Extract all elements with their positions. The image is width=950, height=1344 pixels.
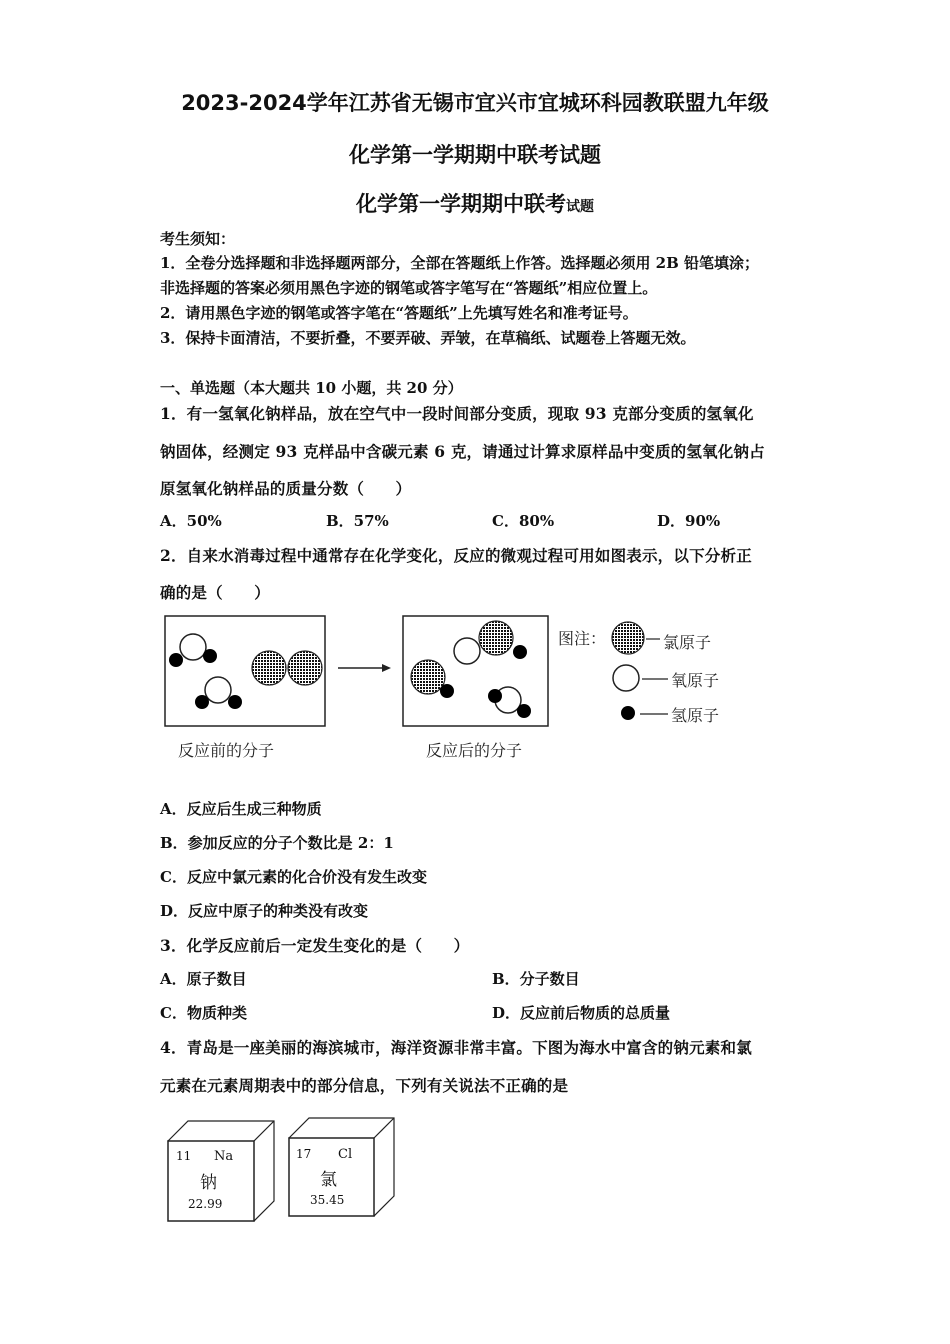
cl-name: 氯 [320,1170,337,1190]
q2-line: 确的是（ ） [160,583,270,602]
legend-chlorine-atom [612,622,644,654]
q4-line: 4．青岛是一座美丽的海滨城市，海洋资源非常丰富。下图为海水中富含的钠元素和氯 [160,1038,752,1057]
na-mass: 22.99 [188,1197,223,1211]
legend-oxygen-label: 氧原子 [671,671,720,690]
notice-item: 3．保持卡面清洁，不要折叠，不要弄破、弄皱，在草稿纸、试题卷上答题无效。 [160,329,696,347]
notice-item: 非选择题的答案必须用黑色字迹的钢笔或答字笔写在“答题纸”相应位置上。 [160,279,658,297]
na-name: 钠 [200,1173,217,1193]
q3-option-c: C．物质种类 [160,1004,247,1022]
before-water-molecule-2 [195,677,242,709]
q4-line: 元素在元素周期表中的部分信息，下列有关说法不正确的是 [160,1076,569,1095]
before-water-molecule-1 [169,634,217,667]
notice-item: 2．请用黑色字迹的钢笔或答字笔在“答题纸”上先填写姓名和准考证号。 [160,304,638,322]
na-symbol: Na [214,1149,234,1164]
caption-after: 反应后的分子 [426,741,523,760]
na-atomic-number: 11 [176,1149,192,1163]
exam-title-line1: 2023-2024学年江苏省无锡市宜兴市宜城环科园教联盟九年级 [181,91,769,115]
q3-stem: 3．化学反应前后一定发生变化的是（ ） [160,936,470,955]
q2-option-d: D．反应中原子的种类没有改变 [160,902,369,920]
q3-option-b: B．分子数目 [492,970,580,988]
q1-line: 钠固体，经测定 93 克样品中含碳元素 6 克，请通过计算求原样品中变质的氢氧化钠占 [160,442,765,461]
q3-option-d: D．反应前后物质的总质量 [492,1004,671,1022]
legend-title: 图注： [558,629,607,648]
q3-option-a: A．原子数目 [160,970,247,988]
section-heading: 一、单选题（本大题共 10 小题，共 20 分） [160,379,463,397]
q2-option-c: C．反应中氯元素的化合价没有发生改变 [160,868,427,886]
exam-title-line3-main: 化学第一学期期中联考 [356,192,566,216]
exam-title-line3 [0,188,950,218]
before-chlorine-molecule [252,651,322,685]
after-water-molecule [488,687,531,718]
q1-option-b: B．57% [326,512,389,530]
notice-heading: 考生须知： [160,230,236,248]
after-hclo-molecule [454,621,527,664]
q1-option-c: C．80% [492,512,555,530]
q1-line: 1．有一氢氧化钠样品，放在空气中一段时间部分变质，现取 93 克部分变质的氢氧化 [160,404,754,423]
notice-item: 1．全卷分选择题和非选择题两部分，全部在答题纸上作答。选择题必须用 2B 铅笔填涂； [160,254,760,272]
cl-atomic-number: 17 [296,1147,312,1161]
exam-title-line3-small: 试题 [566,199,594,215]
q1-option-d: D．90% [657,512,721,530]
caption-before: 反应前的分子 [178,741,275,760]
q1-option-a: A．50% [160,512,222,530]
cl-symbol: Cl [338,1147,353,1162]
after-hcl-molecule [411,660,454,698]
cl-mass: 35.45 [310,1193,345,1207]
legend-chlorine-label: 氯原子 [663,633,712,652]
q2-option-b: B．参加反应的分子个数比是 2：1 [160,834,394,852]
legend-oxygen-atom [613,665,639,691]
exam-title-line2: 化学第一学期期中联考试题 [349,143,601,167]
q1-line: 原氢氧化钠样品的质量分数（ ） [160,479,412,498]
element-cards [0,1115,950,1235]
legend-hydrogen-atom [621,706,635,720]
q2-option-a: A．反应后生成三种物质 [160,800,322,818]
legend-hydrogen-label: 氢原子 [671,706,720,725]
q2-line: 2．自来水消毒过程中通常存在化学变化，反应的微观过程可用如图表示，以下分析正 [160,546,752,565]
